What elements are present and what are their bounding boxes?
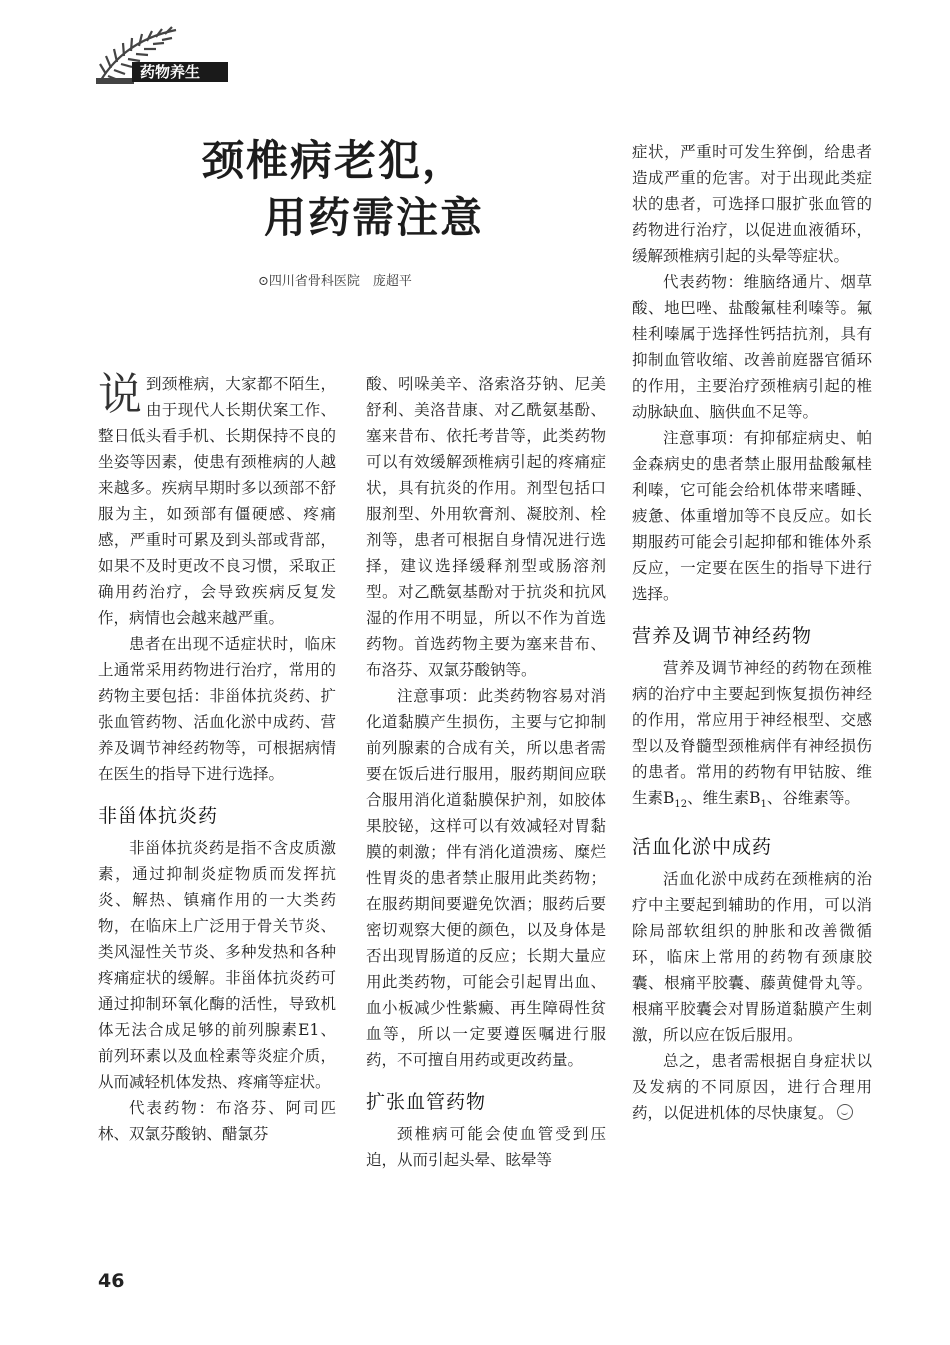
article-title-line-2: 用药需注意	[264, 193, 485, 242]
byline: ⊙四川省骨科医院 庞超平	[258, 274, 412, 289]
paragraph: 颈椎病可能会使血管受到压迫，从而引起头晕、眩晕等	[366, 1125, 606, 1169]
section-tag: 药物养生	[132, 62, 228, 82]
section-heading: 非甾体抗炎药	[98, 805, 219, 827]
paragraph: 酸、吲哚美辛、洛索洛芬钠、尼美舒利、美洛昔康、对乙酰氨基酚、塞来昔布、依托考昔等，此类药物可以有效缓解颈椎病引起的疼痛症状，具有抗炎的作用。剂型包括口服剂型、外用软膏剂、凝胶剂、栓剂等，患者可根据自身情况进行选择，建议选择缓释剂型或肠溶剂型。对乙酰氨基酚对于抗炎和抗风湿的作用不明显，所以不作为首选药物。首选药物主要为塞来昔布、布洛芬、双氯芬酸钠等。	[366, 375, 606, 679]
paragraph: 活血化淤中成药在颈椎病的治疗中主要起到辅助的作用，可以消除局部软组织的肿胀和改善微循环，临床上常用的药物有颈康胶囊、根痛平胶囊、藤黄健骨丸等。根痛平胶囊会对胃肠道黏膜产生刺激，所以应在饭后服用。	[632, 870, 872, 1045]
section-heading: 活血化淤中成药	[632, 836, 773, 859]
paragraph: 代表药物：维脑络通片、烟草酸、地巴唑、盐酸氟桂利嗪等。氟桂利嗪属于选择性钙拮抗剂，具有抑制血管收缩、改善前庭器官循环的作用，主要治疗颈椎病引起的椎动脉缺血、脑供血不足等。	[632, 273, 872, 421]
paragraph: 总之，患者需根据自身症状以及发病的不同原因，进行合理用药，以促进机体的尽快康复。	[632, 1052, 872, 1123]
section-heading: 营养及调节神经药物	[632, 625, 813, 647]
page-number: 46	[98, 1270, 125, 1292]
paragraph: 患者在出现不适症状时，临床上通常采用药物进行治疗，常用的药物主要包括：非甾体抗炎药、扩张血管药物、活血化淤中成药、营养及调节神经药物等，可根据病情在医生的指导下进行选择。	[98, 635, 336, 783]
column-2	[366, 371, 606, 1173]
article-title-line-1: 颈椎病老犯，	[202, 136, 467, 185]
column-3	[632, 139, 872, 1126]
paragraph: 代表药物：布洛芬、阿司匹林、双氯芬酸钠、醋氯芬	[98, 1099, 336, 1143]
section-heading: 扩张血管药物	[366, 1091, 487, 1113]
paragraph: 注意事项：此类药物容易对消化道黏膜产生损伤，主要与它抑制前列腺素的合成有关，所以患者需要在饭后进行服用，服药期间应联合服用消化道黏膜保护剂，如胶体果胶铋，这样可以有效减轻对胃黏膜的刺激；伴有消化道溃疡、糜烂性胃炎的患者禁止服用此类药物；在服药期间要避免饮酒；服药后要密切观察大便的颜色，以及身体是否出现胃肠道的反应；长期大量应用此类药物，可能会引起胃出血、血小板减少性紫癜、再生障碍性贫血等，所以一定要遵医嘱进行服药，不可擅自用药或更改药量。	[366, 687, 606, 1069]
paragraph: 说到颈椎病，大家都不陌生，由于现代人长期伏案工作、整日低头看手机、长期保持不良的坐姿等因素，使患有颈椎病的人越来越多。疾病早期时多以颈部不舒服为主，如颈部有僵硬感、疼痛感，严重时可累及到头部或背部，如果不及时更改不良习惯，采取正确用药治疗，会导致疾病反复发作，病情也会越来越严重。	[98, 369, 336, 627]
paragraph: 非甾体抗炎药是指不含皮质激素，通过抑制炎症物质而发挥抗炎、解热、镇痛作用的一大类药物，在临床上广泛用于骨关节炎、类风湿性关节炎、多种发热和各种疼痛症状的缓解。非甾体抗炎药可通过抑制环氧化酶的活性，导致机体无法合成足够的前列腺素E1、前列环素以及血栓素等炎症介质，从而减轻机体发热、疼痛等症状。	[98, 839, 336, 1091]
paragraph: 营养及调节神经的药物在颈椎病的治疗中主要起到恢复损伤神经的作用，常应用于神经根型、交感型以及脊髓型颈椎病伴有神经损伤的患者。常用的药物有甲钴胺、维生素$B_{12}$、维生素$B_1$、谷维素等。	[632, 659, 872, 811]
paragraph: 症状，严重时可发生猝倒，给患者造成严重的危害。对于出现此类症状的患者，可选择口服扩张血管的药物进行治疗，以促进血液循环，缓解颈椎病引起的头晕等症状。	[632, 143, 872, 265]
paragraph: 注意事项：有抑郁症病史、帕金森病史的患者禁止服用盐酸氟桂利嗪，它可能会给机体带来嗜睡、疲惫、体重增加等不良反应。如长期服药可能会引起抑郁和锥体外系反应，一定要在医生的指导下进行选择。	[632, 429, 872, 603]
dropcap: 说	[98, 369, 142, 420]
column-1	[98, 371, 336, 1147]
smiley-icon	[837, 1104, 853, 1120]
